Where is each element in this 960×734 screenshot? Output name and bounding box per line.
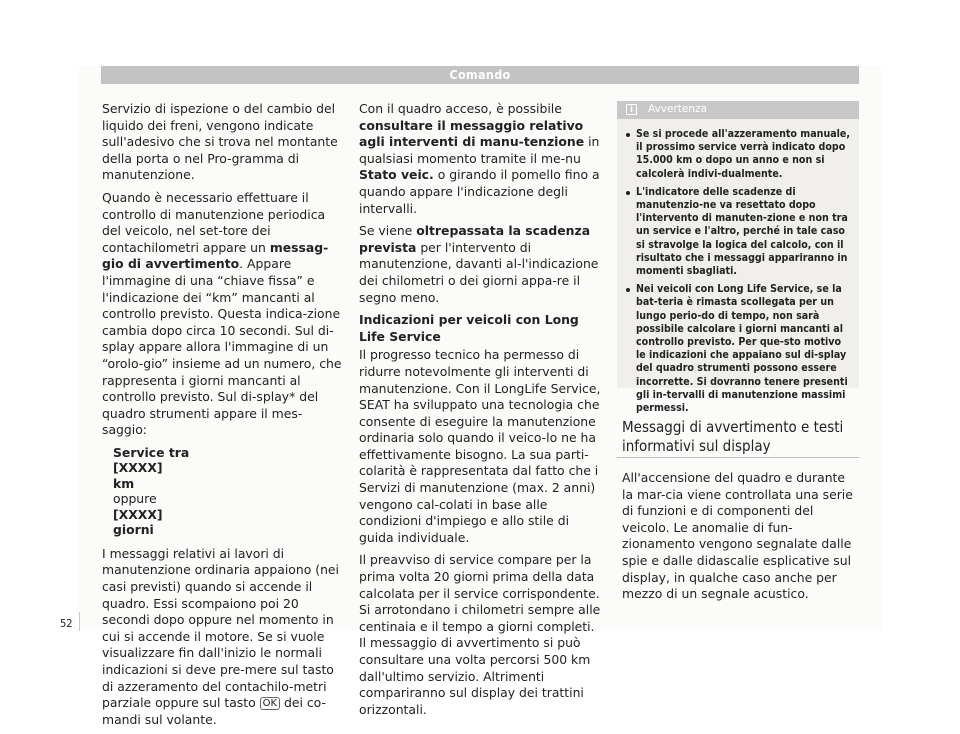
subheading: Indicazioni per veicoli con Long Life Service bbox=[359, 312, 579, 344]
text-run: in qualsiasi momento tramite il me-nu bbox=[359, 134, 600, 166]
text-run: o girando il pomello fino a quando appare l'indicazione degli intervalli. bbox=[359, 167, 600, 216]
section-divider bbox=[617, 457, 859, 458]
paragraph: Servizio di ispezione o del cambio del liquido dei freni, vengono indicate sull'adesivo che si trova nel montante della porta o nel Pro-gramma di manutenzione. bbox=[102, 101, 338, 183]
text-run: dei co-mandi sul volante. bbox=[102, 695, 326, 727]
paragraph: All'accensione del quadro e durante la mar-cia viene controllata una serie di funzioni e di componenti del veicolo. Le anomalie di fun-zionamento vengono segnalate dalle spie e dalle didascalie esplicative sul display, in qualche caso anche per mezzo di un segnale acustico. bbox=[622, 470, 853, 602]
bold-text: oltrepassata la scadenza prevista bbox=[359, 223, 591, 255]
warning-header bbox=[617, 101, 859, 119]
ok-key-icon: OK bbox=[260, 697, 280, 710]
message-line: km bbox=[113, 475, 135, 491]
bold-text: messag-gio di avvertimento bbox=[102, 239, 329, 272]
display-message bbox=[113, 445, 344, 538]
text-run: Se viene bbox=[359, 223, 417, 239]
warning-label: Avvertenza bbox=[648, 103, 707, 115]
text-run: . Appare l'immagine di una “chiave fissa” e l'indicazione dei “km” mancanti al controllo previsto. Questa indica-zione cambia dopo circa 10 secondi. Sul di-splay appare allora l'immagine di un “orolo-gio” insieme ad un numero, che rappresenta i giorni mancanti al controllo previsto. Sul di-splay* del quadro strumenti appare il mes-saggio: bbox=[102, 256, 342, 438]
warning-item: Nei veicoli con Long Life Service, se la bat-teria è rimasta scollegata per un lungo perio-do di tempo, non sarà possibile calcolare i giorni mancanti al controllo previsto. Per que-sto motivo le indicazioni che appaiano sul di-splay del quadro strumenti possono essere incorrette. Si dovranno tenere presenti gli in-tervalli di manutenzione massimi permessi. bbox=[626, 283, 850, 415]
info-icon: i bbox=[626, 104, 637, 115]
column-right bbox=[622, 470, 860, 609]
warning-box bbox=[617, 101, 859, 415]
text-run: per l'intervento di manutenzione, davanti al-l'indicazione dei chilometri o dei giorni appa-re il segno meno. bbox=[359, 239, 599, 305]
message-line: [XXXX] bbox=[113, 460, 163, 476]
column-middle bbox=[359, 101, 601, 724]
bold-text: consultare il messaggio relativo agli interventi di manu-tenzione bbox=[359, 117, 585, 150]
paragraph bbox=[102, 190, 344, 439]
paragraph bbox=[359, 223, 601, 306]
column-left bbox=[102, 101, 344, 734]
section-title: Messaggi di avvertimento e testi informativi sul display bbox=[622, 418, 844, 455]
page-number: 52 bbox=[60, 617, 73, 630]
message-line: Service tra bbox=[113, 444, 190, 460]
message-line: giorni bbox=[113, 522, 154, 538]
paragraph bbox=[359, 101, 601, 217]
chapter-header bbox=[101, 66, 859, 84]
paragraph bbox=[102, 546, 344, 729]
paragraph: Il preavviso di service compare per la prima volta 20 giorni prima della data calcolata per il service corrispondente. Si arrotondano i chilometri sempre alle centinaia e il tempo a giorni completi. Il messaggio di avvertimento si può consultare una volta percorsi 500 km dall'ultimo servizio. Altrimenti compariranno sul display dei trattini orizzontali. bbox=[359, 552, 601, 717]
page-number-divider bbox=[79, 612, 80, 631]
text-run: I messaggi relativi ai lavori di manutenzione ordinaria appaiono (nei casi previsti) quando si accende il quadro. Essi scompaiono poi 20 secondi dopo oppure nel momento in cui si accende il motore. Se si vuole visualizzare fin dall'inizio le normali indicazioni si deve pre-mere sul tasto di azzeramento del contachilo-metri parziale oppure sul tasto bbox=[102, 545, 339, 711]
text-run: Quando è necessario effettuare il controllo di manutenzione periodica del veicolo, nel set-tore dei contachilometri appare un bbox=[102, 189, 326, 255]
bold-text: Stato veic. bbox=[359, 167, 434, 183]
message-line: oppure bbox=[113, 491, 157, 507]
warning-item: Se si procede all'azzeramento manuale, il prossimo service verrà indicato dopo 15.000 km o dopo un anno e non si calcolerà indivi-dualmente. bbox=[626, 128, 850, 181]
message-line: [XXXX] bbox=[113, 506, 163, 522]
text-run: Con il quadro acceso, è possibile bbox=[359, 101, 562, 116]
paragraph: Il progresso tecnico ha permesso di ridurre notevolmente gli interventi di manutenzione. Con il LongLife Service, SEAT ha sviluppato una tecnologia che consente di eseguire la manutenzione ordinaria solo quando il veico-lo ne ha effettivamente bisogno. La sua parti-colarità è rappresentata dal fatto che i Servizi di manutenzione (max. 2 anni) vengono cal-colati in base alle condizioni d'impiego e allo stile di guida individuale. bbox=[359, 347, 601, 545]
warning-item: L'indicatore delle scadenze di manutenzio-ne va resettato dopo l'intervento di manuten-zione e non tra un service e l'altro, perché in tale caso si stravolge la logica del calcolo, con il risultato che i messaggi appariranno in momenti sbagliati. bbox=[626, 186, 850, 278]
warning-body bbox=[617, 119, 859, 415]
chapter-title: Comando bbox=[449, 67, 511, 82]
